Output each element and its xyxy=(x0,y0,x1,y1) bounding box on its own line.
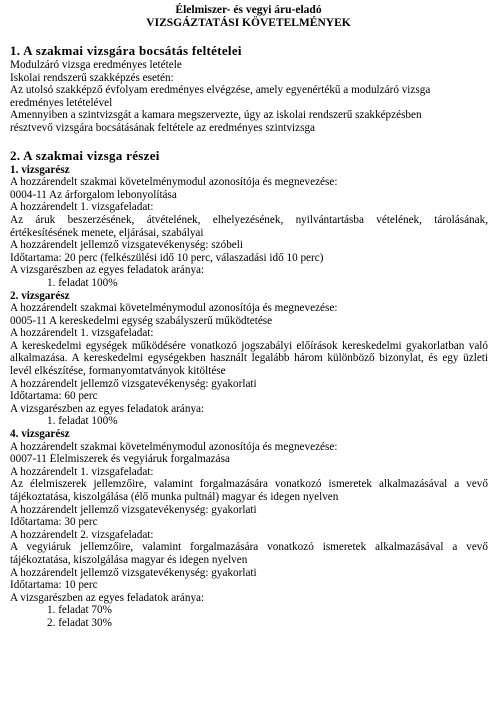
exam-activity: A hozzárendelt jellemző vizsgatevékenység: gyakorlati xyxy=(10,566,257,579)
task-2-label: A hozzárendelt 2. vizsgafeladat: xyxy=(10,528,154,541)
ratio-label: A vizsgarészben az egyes feladatok aránya: xyxy=(10,402,205,415)
paragraph-line: Modulzáró vizsga eredményes letétele xyxy=(10,59,182,71)
ratio-item: 1. feladat 100% xyxy=(47,276,118,289)
exam-part-2-title: 2. vizsgarész xyxy=(10,289,70,302)
ratio-item: 2. feladat 30% xyxy=(47,616,112,629)
task-label: A hozzárendelt 1. vizsgafeladat: xyxy=(10,327,154,340)
section-2-heading: 2. A szakmai vizsga részei xyxy=(10,147,160,163)
exam-duration: Időtartama: 60 perc xyxy=(10,390,98,403)
module-name: 0007-11 Élelmiszerek és vegyiáruk forgalmazása xyxy=(10,453,230,466)
paragraph-line: eredményes letételével xyxy=(10,96,113,109)
paragraph-line: Iskolai rendszerű szakképzés esetén: xyxy=(10,71,174,84)
ratio-item: 1. feladat 100% xyxy=(47,415,118,428)
exam-part-4-title: 4. vizsgarész xyxy=(10,428,70,441)
exam-part-1-title: 1. vizsgarész xyxy=(10,163,70,176)
exam-duration: Időtartama: 10 perc xyxy=(10,579,98,592)
module-name: 0005-11 A kereskedelmi egység szabályszerű működtetése xyxy=(10,314,273,327)
ratio-item: 1. feladat 70% xyxy=(47,604,112,617)
module-name: 0004-11 Az árforgalom lebonyolítása xyxy=(10,188,177,201)
task-label: A hozzárendelt 1. vizsgafeladat: xyxy=(10,201,154,214)
document-subtitle: Élelmiszer- és vegyi áru-eladó xyxy=(175,4,322,16)
paragraph-line: résztvevő vizsgára bocsátásának feltétele az eredményes szintvizsga xyxy=(10,121,316,134)
exam-duration: Időtartama: 30 perc xyxy=(10,516,98,529)
exam-activity: A hozzárendelt jellemző vizsgatevékenység: gyakorlati xyxy=(10,503,257,516)
section-1-heading: 1. A szakmai vizsgára bocsátás feltételei xyxy=(10,43,242,58)
task-text: Az áruk beszerzésének, átvételének, elhelyezésének, nyilvántartásba vételének, tárolásának, értékesítésének menete, eljárásai, szabályai xyxy=(10,213,488,239)
paragraph-line: Amennyiben a szintvizsgát a kamara megszervezte, úgy az iskolai rendszerű szakképzésben xyxy=(10,109,422,122)
module-label: A hozzárendelt szakmai követelménymodul azonosítója és megnevezése: xyxy=(10,302,338,315)
module-label: A hozzárendelt szakmai követelménymodul azonosítója és megnevezése: xyxy=(10,440,338,453)
ratio-label: A vizsgarészben az egyes feladatok aránya: xyxy=(10,591,205,604)
exam-duration: Időtartama: 20 perc (felkészülési idő 10 perc, válaszadási idő 10 perc) xyxy=(10,251,324,264)
document-title: VIZSGÁZTATÁSI KÖVETELMÉNYEK xyxy=(146,17,351,29)
task-2-text: A vegyiáruk jellemzőire, valamint forgalmazására vonatkozó ismeretek alkalmazásával a vevő tájékoztatása, kiszolgálása magyar és idegen nyelven xyxy=(10,541,488,566)
module-label: A hozzárendelt szakmai követelménymodul azonosítója és megnevezése: xyxy=(10,176,338,189)
task-1-text: Az élelmiszerek jellemzőire, valamint forgalmazására vonatkozó ismeretek alkalmazásával a vevő tájékoztatása, kiszolgálása (élő munka pultnál) magyar és idegen nyelven xyxy=(10,478,488,503)
exam-activity: A hozzárendelt jellemző vizsgatevékenység: szóbeli xyxy=(10,239,243,252)
ratio-label: A vizsgarészben az egyes feladatok aránya: xyxy=(10,264,205,277)
exam-activity: A hozzárendelt jellemző vizsgatevékenység: gyakorlati xyxy=(10,377,257,390)
task-1-label: A hozzárendelt 1. vizsgafeladat: xyxy=(10,465,154,478)
paragraph-line: Az utolsó szakképző évfolyam eredményes elvégzése, amely egyenértékű a modulzáró vizsga xyxy=(10,84,431,97)
task-text: A kereskedelmi egységek működésére vonatkozó jogszabályi előírások kereskedelmi gyakorlatban való alkalmazása. A kereskedelmi egységekben használt legalább három különböző bizonylat, és egy üzleti levél elkészítése, formanyomtatványok kitöltése xyxy=(10,339,488,378)
